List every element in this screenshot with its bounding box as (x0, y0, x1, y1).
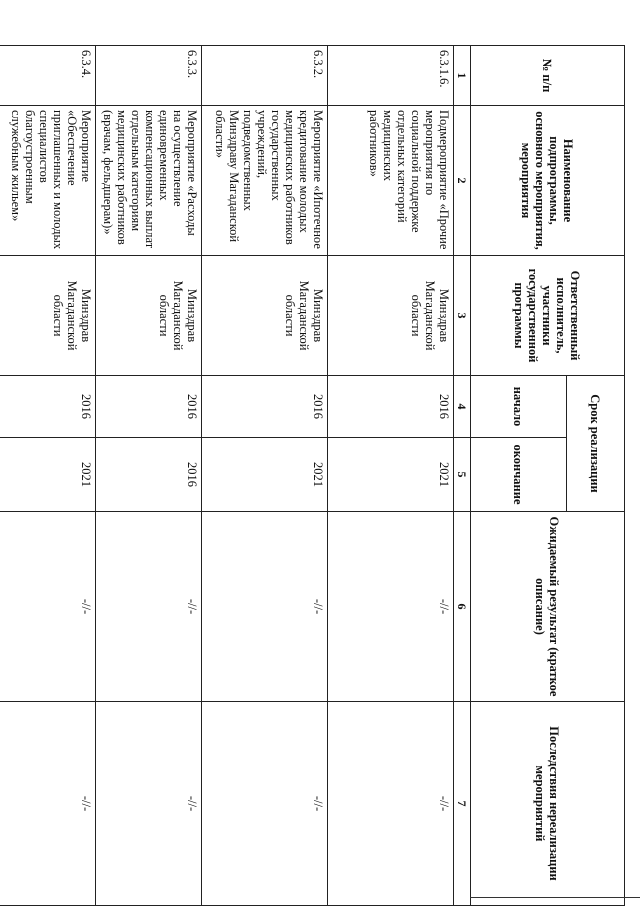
row-executor: Минздрав Магаданской области (202, 256, 328, 376)
table-row (96, 46, 202, 906)
column-number: 7 (454, 702, 471, 906)
row-name: Подмероприятие «Прочие мероприятия по социальной поддержке отдельных категорий медицинских работников» (328, 106, 454, 256)
row-start: 2016 (202, 376, 328, 438)
column-number: 6 (454, 512, 471, 702)
row-executor: Минздрав Магаданской области (0, 256, 96, 376)
header-term-start: начало (471, 376, 567, 438)
row-name: Мероприятие «Обеспечение приглашенных и молодых специалистов благоустроенным служебным жильем» (0, 106, 96, 256)
column-number: 2 (454, 106, 471, 256)
row-executor: Минздрав Магаданской области (328, 256, 454, 376)
column-number-row (454, 46, 471, 906)
header-result: Ожидаемый результат (краткое описание) (471, 512, 625, 702)
row-start: 2016 (328, 376, 454, 438)
page-bottom-rule (470, 897, 640, 898)
row-num: 6.3.3. (96, 46, 202, 106)
row-end: 2021 (0, 438, 96, 512)
table-row (202, 46, 328, 906)
row-result: -//- (96, 512, 202, 702)
row-num: 6.3.4. (0, 46, 96, 106)
header-executor: Ответственный исполнитель, участники государственной программы (471, 256, 625, 376)
column-number: 4 (454, 376, 471, 438)
header-num: № п/п (471, 46, 625, 106)
row-start: 2016 (0, 376, 96, 438)
table-row (328, 46, 454, 906)
row-name: Мероприятие «Ипотечное кредитование молодых медицинских работников государственных учреждений, подведомственных Минздраву Магаданской области» (202, 106, 328, 256)
column-number: 1 (454, 46, 471, 106)
row-start: 2016 (96, 376, 202, 438)
row-end: 2021 (202, 438, 328, 512)
row-end: 2021 (328, 438, 454, 512)
row-executor: Минздрав Магаданской области (96, 256, 202, 376)
row-consequence: -//- (0, 702, 96, 906)
row-result: -//- (0, 512, 96, 702)
row-result: -//- (328, 512, 454, 702)
row-result: -//- (202, 512, 328, 702)
activities-table (0, 45, 625, 906)
row-num: 6.3.1.6. (328, 46, 454, 106)
rotated-table-wrapper (9, 45, 625, 905)
header-name: Наименование подпрограммы, основного мероприятия, мероприятия (471, 106, 625, 256)
column-number: 3 (454, 256, 471, 376)
row-num: 6.3.2. (202, 46, 328, 106)
column-number: 5 (454, 438, 471, 512)
row-consequence: -//- (202, 702, 328, 906)
header-consequence: Последствия нереализации мероприятий (471, 702, 625, 906)
table-row (0, 46, 96, 906)
header-term-end: окончание (471, 438, 567, 512)
header-row (567, 46, 625, 906)
row-consequence: -//- (96, 702, 202, 906)
row-end: 2016 (96, 438, 202, 512)
row-consequence: -//- (328, 702, 454, 906)
row-name: Мероприятие «Расходы на осуществление единовременных компенсационных выплат отдельным категориям медицинских работников (врачам, фельдшерам)» (96, 106, 202, 256)
header-term: Срок реализации (567, 376, 625, 512)
